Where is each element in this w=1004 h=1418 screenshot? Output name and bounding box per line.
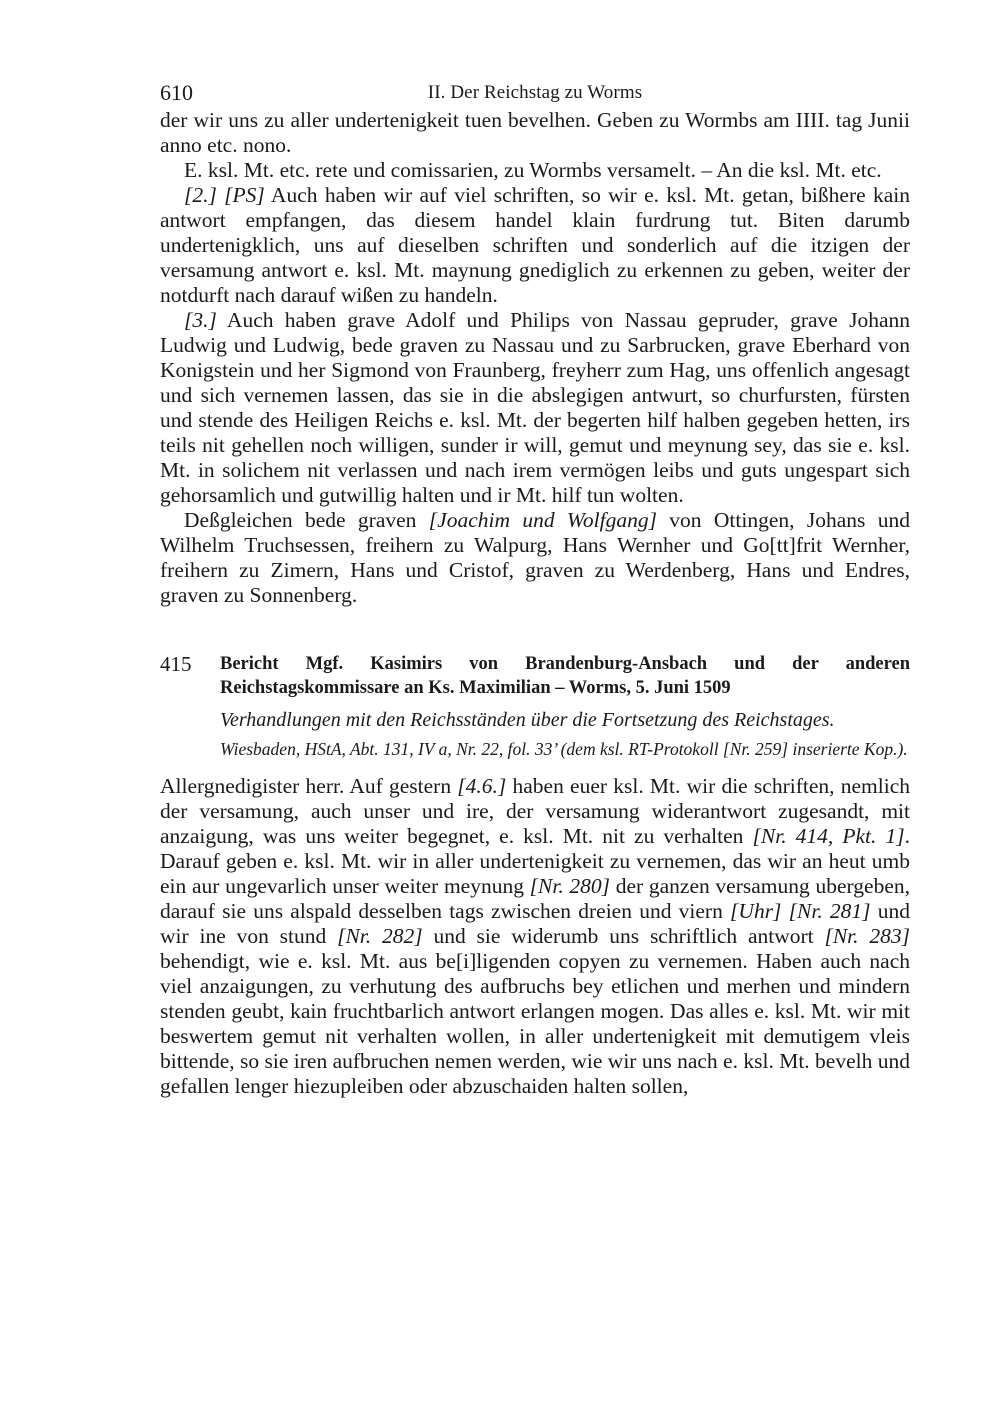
section-marker: [2.] [PS] (184, 183, 265, 207)
body-text: . Darauf geben e. ksl. Mt. wir in aller undertenigkeit zu vernemen, das wir an heut umb ein aur ungevarlich unser weiter meynung (160, 824, 910, 898)
running-title: II. Der Reichstag zu Worms (427, 82, 643, 103)
section-marker: [3.] (184, 308, 217, 332)
document-title: Bericht Mgf. Kasimirs von Brandenburg-Ansbach und der anderen Reichstagskommissare an Ks. Maximilian – Worms, 5. Juni 1509 (220, 654, 910, 698)
body-text: der ganzen versamung ubergeben, darauf sie uns alspald desselben tags zwischen dreien und viern (160, 874, 910, 923)
paragraph-text: Deßgleichen bede graven (184, 508, 429, 532)
paragraph-text: von Ottingen, Johans und Wilhelm Truchsessen, freihern zu Walpurg, Hans Wernher und Go[tt]frit Wernher, freihern zu Zimern, Hans und Cristof, graven zu Werdenberg, Hans und Endres, graven zu Sonnenberg. (160, 508, 910, 607)
editorial-reference: [Nr. 282] (337, 924, 423, 948)
paragraph-text: Auch haben grave Adolf und Philips von Nassau gepruder, grave Johann Ludwig und Ludwig, bede graven zu Nassau und zu Sarbrucken, grave Eberhard von Konigstein und her Sigmond von Fraunberg, freyherr zum Hag, uns offenlich angesagt und sich vernemen lassen, das sie in die abslegigen antwurt, so churfursten, fürsten und stende des Heiligen Reichs e. ksl. Mt. der begerten hilf halben gegeben hetten, irs teils nit gehellen noch willigen, sunder ir will, gemut und meynung sey, das sie e. ksl. Mt. in solichem nit verlassen und nach irem vermögen leibs und guts ungespart sich gehorsamlich und gutwillig halten und ir Mt. hilf tun wolten. (160, 308, 910, 507)
running-head (160, 78, 910, 108)
paragraph-report (160, 774, 910, 1099)
editorial-reference: [4.6.] (457, 774, 507, 798)
page-number: 610 (160, 80, 193, 105)
editorial-insertion: [Joachim und Wolfgang] (428, 508, 657, 532)
document-number: 415 (160, 652, 192, 676)
editorial-reference: [Nr. 414, Pkt. 1] (752, 824, 905, 848)
paragraph-postscript (160, 183, 910, 308)
editorial-reference: [Uhr] [Nr. 281] (730, 899, 871, 923)
document-body (160, 774, 910, 1099)
paragraph-section-3 (160, 308, 910, 508)
page (160, 78, 910, 1099)
editorial-reference: [Nr. 280] (529, 874, 611, 898)
body-text: und sie widerumb uns schriftlich antwort (422, 924, 825, 948)
body-text: und wir ine von stund (160, 899, 911, 948)
document-entry (160, 652, 910, 1099)
paragraph-closing: der wir uns zu aller undertenigkeit tuen bevelhen. Geben zu Wormbs am IIII. tag Junii anno etc. nono. (160, 108, 910, 157)
body-text: haben euer ksl. Mt. wir die schriften, nemlich der versamung, auch unser und ire, der versamung widerantwort zugesandt, mit anzaigung, was uns weiter begegnet, e. ksl. Mt. nit zu verhalten (160, 774, 910, 848)
paragraph-text: Auch haben wir auf viel schriften, so wir e. ksl. Mt. getan, bißhere kain antwort empfangen, das diesem handel klain furdrung tut. Biten darumb undertenigklich, uns auf dieselben schriften und sonderlich auf die itzigen der versamung antwort e. ksl. Mt. maynung gnediglich zu erkennen zu geben, weiter der notdurft nach darauf wißen zu handeln. (160, 183, 910, 307)
body-text: behendigt, wie e. ksl. Mt. aus be[i]ligenden copyen zu vernemen. Haben auch nach viel anzaigungen, zu verhutung des aufbruchs bey etlichen und merhen und mindern stenden geubt, kain fruchtbarlich antwort erlangen mogen. Das alles e. ksl. Mt. wir mit beswertem gemut nit verhalten wollen, in aller undertenigkeit mit demutigem vleis bittende, so sie iren aufbruchen nemen werden, wie wir uns nach e. ksl. Mt. bevelh und gefallen lenger hiezupleiben oder abzuschaiden halten sollen, (160, 949, 910, 1098)
document-source: Wiesbaden, HStA, Abt. 131, IV a, Nr. 22, fol. 33’ (dem ksl. RT-Protokoll [Nr. 259] inserierte Kop.). (220, 739, 908, 759)
paragraph-counts (160, 508, 910, 608)
paragraph-signature: E. ksl. Mt. etc. rete und comissarien, zu Wormbs versamelt. – An die ksl. Mt. etc. (184, 158, 882, 182)
body-text: Allergnedigister herr. Auf gestern (160, 774, 458, 798)
editorial-reference: [Nr. 283] (824, 924, 910, 948)
document-summary: Verhandlungen mit den Reichsständen über die Fortsetzung des Reichstages. (220, 709, 835, 731)
continuation-text (160, 108, 910, 608)
